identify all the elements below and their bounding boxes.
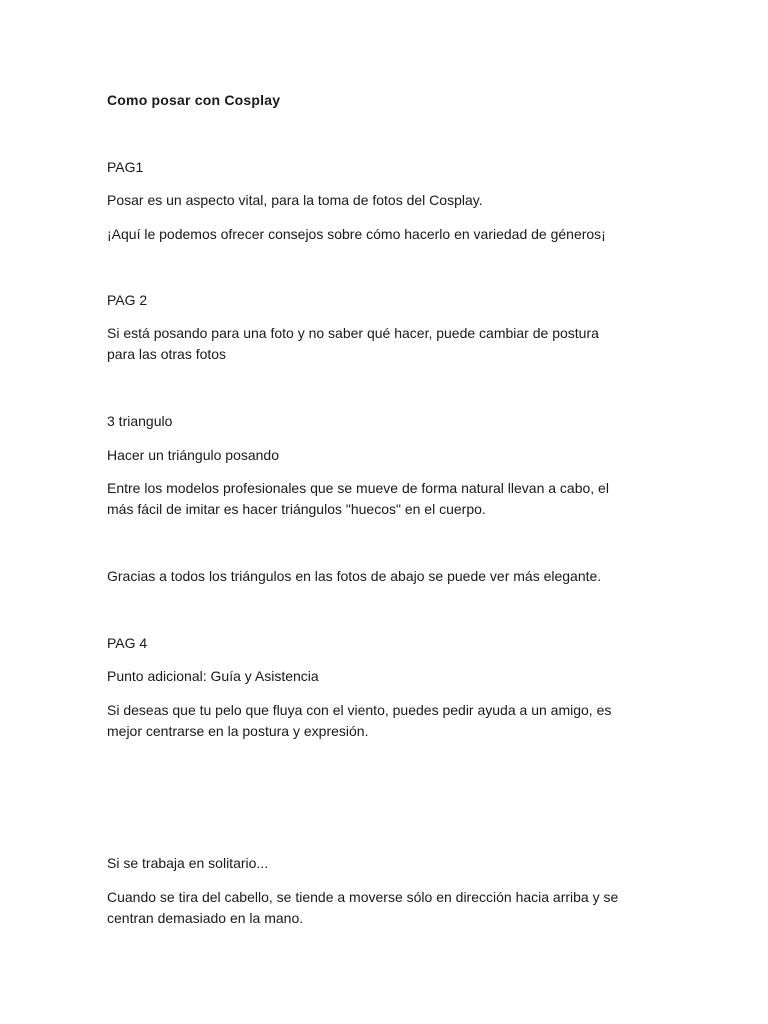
section-heading: PAG 2 — [107, 292, 148, 308]
section-heading: PAG 4 — [107, 635, 148, 651]
paragraph-line: más fácil de imitar es hacer triángulos "huecos" en el cuerpo. — [107, 501, 486, 517]
paragraph: Gracias a todos los triángulos en las fotos de abajo se puede ver más elegante. — [107, 568, 602, 584]
paragraph-line: mejor centrarse en la postura y expresión. — [107, 723, 369, 739]
paragraph: Punto adicional: Guía y Asistencia — [107, 668, 319, 684]
section-heading: 3 triangulo — [107, 413, 173, 429]
paragraph-line: Si está posando para una foto y no saber qué hacer, puede cambiar de postura — [107, 325, 599, 341]
paragraph-line: Entre los modelos profesionales que se mueve de forma natural llevan a cabo, el — [107, 480, 609, 496]
paragraph: ¡Aquí le podemos ofrecer consejos sobre cómo hacerlo en variedad de géneros¡ — [107, 226, 606, 242]
paragraph-line: para las otras fotos — [107, 346, 227, 362]
paragraph-line: Cuando se tira del cabello, se tiende a moverse sólo en dirección hacia arriba y se — [107, 889, 619, 905]
section-heading: PAG1 — [107, 159, 144, 175]
paragraph: Posar es un aspecto vital, para la toma de fotos del Cosplay. — [107, 192, 483, 208]
paragraph-line: Si deseas que tu pelo que fluya con el viento, puedes pedir ayuda a un amigo, es — [107, 702, 612, 718]
paragraph: Hacer un triángulo posando — [107, 447, 280, 463]
paragraph: Si se trabaja en solitario... — [107, 855, 269, 871]
document-title: Como posar con Cosplay — [107, 92, 281, 108]
paragraph-line: centran demasiado en la mano. — [107, 910, 304, 926]
